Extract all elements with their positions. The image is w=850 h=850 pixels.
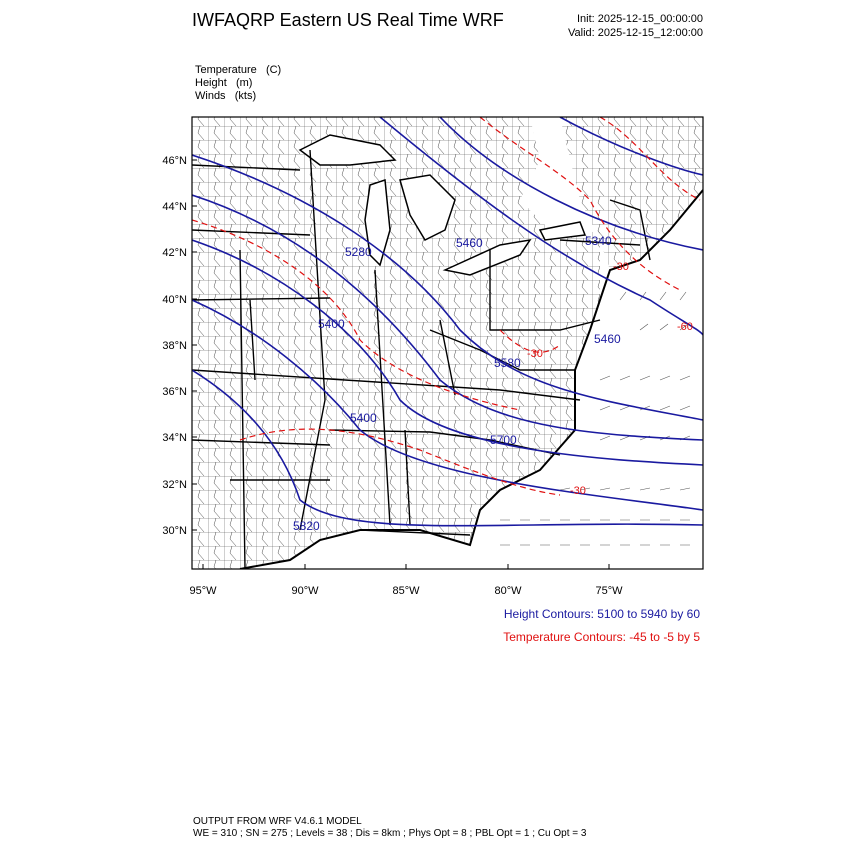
height-contour-label: 5700 <box>490 433 517 447</box>
lon-label: 90°W <box>291 585 319 597</box>
temperature-contour-legend: Temperature Contours: -45 to -5 by 5 <box>503 630 700 644</box>
height-contour-label: 5340 <box>585 234 612 248</box>
height-contour-label: 5460 <box>456 236 483 250</box>
field-unit: (m) <box>235 77 253 89</box>
map-area <box>192 117 703 569</box>
height-contour-label: 5400 <box>350 411 377 425</box>
temp-contour-label: -30 <box>570 485 586 497</box>
lat-label: 40°N <box>162 294 187 306</box>
lat-label: 36°N <box>162 386 187 398</box>
lat-label: 42°N <box>162 247 187 259</box>
height-contour-label: 5580 <box>494 356 521 370</box>
lon-label: 80°W <box>494 585 522 597</box>
lat-label: 44°N <box>162 201 187 213</box>
field-name: Winds <box>195 90 226 102</box>
valid-time: Valid: 2025-12-15_12:00:00 <box>568 27 703 39</box>
field-name: Height <box>195 77 227 89</box>
field-unit: (kts) <box>234 90 257 102</box>
height-contour-legend: Height Contours: 5100 to 5940 by 60 <box>503 607 700 621</box>
temp-contour-label: -30 <box>613 261 629 273</box>
lat-label: 34°N <box>162 432 187 444</box>
field-name: Temperature <box>195 64 257 76</box>
model-footer-line1: OUTPUT FROM WRF V4.6.1 MODEL <box>193 816 362 827</box>
lon-label: 75°W <box>595 585 623 597</box>
lat-label: 30°N <box>162 525 187 537</box>
map-title: IWFAQRP Eastern US Real Time WRF <box>192 10 504 30</box>
lat-labels <box>162 155 187 537</box>
temp-contour-label: -30 <box>527 348 543 360</box>
height-contour-label: 5820 <box>293 519 320 533</box>
lat-label: 32°N <box>162 479 187 491</box>
height-contour-label: 5280 <box>345 245 372 259</box>
model-footer-line2: WE = 310 ; SN = 275 ; Levels = 38 ; Dis = 8km ; Phys Opt = 8 ; PBL Opt = 1 ; Cu Opt = 3 <box>193 828 587 839</box>
height-contour-label: 5400 <box>318 317 345 331</box>
temp-contour-label: -60 <box>677 321 693 333</box>
field-unit: (C) <box>265 64 282 76</box>
lon-labels <box>189 585 623 597</box>
height-contour-label: 5460 <box>594 332 621 346</box>
lat-label: 38°N <box>162 340 187 352</box>
lon-label: 95°W <box>189 585 217 597</box>
init-time: Init: 2025-12-15_00:00:00 <box>577 13 703 25</box>
lat-label: 46°N <box>162 155 187 167</box>
lon-label: 85°W <box>392 585 420 597</box>
